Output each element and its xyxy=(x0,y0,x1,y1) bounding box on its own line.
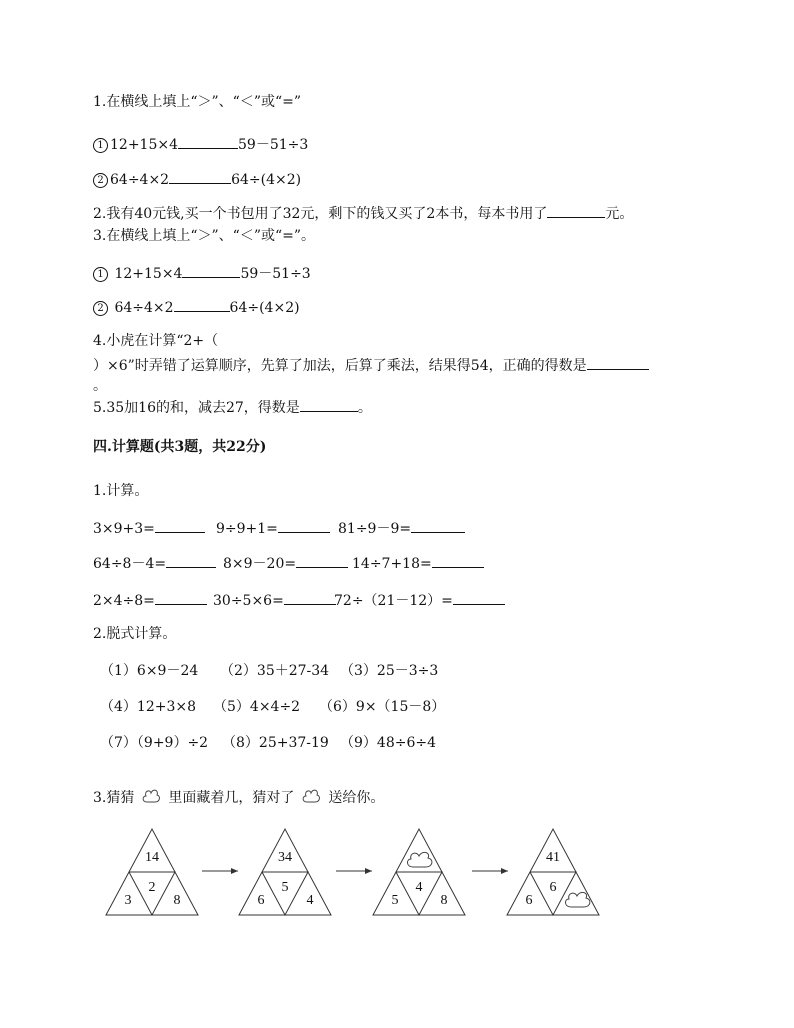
q5-end: 。 xyxy=(357,400,372,416)
puzzle-mid: 5 xyxy=(281,880,289,895)
answer-blank[interactable] xyxy=(174,297,230,312)
expr-left: 64÷4×2 xyxy=(114,300,174,316)
q4-line1: 4.小虎在计算“2+（ xyxy=(93,333,219,349)
puzzle-right: 8 xyxy=(440,893,448,908)
q3-title: 3.在横线上填上“＞”、“＜”或“=”。 xyxy=(93,228,316,244)
calc-item: （2）35＋27-34 xyxy=(220,663,330,679)
puzzle-left: 6 xyxy=(257,893,265,908)
section-heading: 四.计算题(共3题，共22分) xyxy=(93,439,267,455)
puzzle-left: 5 xyxy=(391,893,399,908)
answer-blank[interactable] xyxy=(178,134,238,149)
calc-item: 9÷9+1= xyxy=(216,518,330,538)
expr-right: 59－51÷3 xyxy=(238,137,309,153)
answer-blank[interactable] xyxy=(182,263,240,278)
circled-number: 2 xyxy=(93,301,108,316)
c3-title: 3.猜猜 里面藏着几，猜对了 送给你。 xyxy=(93,786,384,807)
expr-left: 64÷4×2 xyxy=(110,172,170,188)
puzzle-mid: 4 xyxy=(415,880,423,895)
q1-item1 xyxy=(93,134,308,154)
expr-right: 59－51÷3 xyxy=(240,266,311,282)
answer-blank[interactable] xyxy=(453,590,505,605)
puzzle-mid: 2 xyxy=(148,880,156,895)
q4-text: ）×6”时弄错了运算顺序，先算了加法，后算了乘法，结果得54，正确的得数是 xyxy=(93,358,587,374)
q5-text: 5.35加16的和，减去27，得数是 xyxy=(93,400,300,416)
expr-left: 12+15×4 xyxy=(110,137,178,153)
q4-line2 xyxy=(93,355,649,375)
circled-number: 1 xyxy=(93,267,108,282)
answer-blank[interactable] xyxy=(155,518,205,533)
puzzle-top: 14 xyxy=(145,850,159,865)
puzzle-triangle xyxy=(106,829,198,915)
q1-title: 1.在横线上填上“＞”、“＜”或“=” xyxy=(93,94,302,110)
answer-blank[interactable] xyxy=(166,553,216,568)
c1-title: 1.计算。 xyxy=(93,483,149,499)
c2-title: 2.脱式计算。 xyxy=(93,626,177,642)
calc-item: （1）6×9－24 xyxy=(100,663,199,679)
puzzle-triangle xyxy=(507,829,599,915)
answer-blank[interactable] xyxy=(300,397,358,412)
calc-item: （4）12+3×8 xyxy=(100,699,196,715)
calc-item: 64÷8－4= xyxy=(93,553,216,573)
circled-number: 2 xyxy=(93,173,108,188)
calc-item: 3×9+3= xyxy=(93,518,205,538)
puzzle-triangle xyxy=(373,829,465,915)
calc-item: 30÷5×6= xyxy=(213,590,336,610)
puzzle-top: 41 xyxy=(546,850,560,865)
puzzle-left: 3 xyxy=(124,893,132,908)
triangle-puzzles xyxy=(100,825,620,920)
calc-item: （3）25－3÷3 xyxy=(340,663,439,679)
answer-blank[interactable] xyxy=(296,553,348,568)
q2-text: 2.我有40元钱,买一个书包用了32元，剩下的钱又买了2本书，每本书用了 xyxy=(93,206,548,222)
q3-item2 xyxy=(93,297,300,317)
answer-blank[interactable] xyxy=(547,203,605,218)
expr-right: 64÷(4×2) xyxy=(231,172,302,188)
puzzle-mid: 6 xyxy=(549,880,557,895)
flower-icon xyxy=(300,786,322,806)
q2 xyxy=(93,203,633,223)
q1-item2 xyxy=(93,169,301,189)
calc-item: （5）4×4÷2 xyxy=(213,699,301,715)
flower-icon xyxy=(140,786,162,806)
answer-blank[interactable] xyxy=(411,518,465,533)
answer-blank[interactable] xyxy=(169,169,231,184)
calc-item: 14÷7+18= xyxy=(352,553,484,573)
puzzle-right: 4 xyxy=(306,893,314,908)
q3-item1 xyxy=(93,263,311,283)
calc-item: （8）25+37-19 xyxy=(222,735,329,751)
calc-item: 81÷9－9= xyxy=(338,518,465,538)
puzzle-right: 8 xyxy=(173,893,181,908)
puzzle-top: 34 xyxy=(278,850,292,865)
answer-blank[interactable] xyxy=(284,590,336,605)
q2-unit: 元。 xyxy=(605,206,634,222)
answer-blank[interactable] xyxy=(587,355,649,370)
answer-blank[interactable] xyxy=(155,590,207,605)
calc-item: 8×9－20= xyxy=(223,553,348,573)
flower-icon xyxy=(407,852,431,867)
q4-line3: 。 xyxy=(93,378,107,394)
puzzle-left: 6 xyxy=(525,893,533,908)
calc-item: （7）（9+9）÷2 xyxy=(100,735,209,751)
answer-blank[interactable] xyxy=(432,553,484,568)
calc-item: （6）9×（15－8） xyxy=(319,699,446,715)
calc-item: 72÷（21－12）= xyxy=(334,590,505,610)
circled-number: 1 xyxy=(93,138,108,153)
expr-right: 64÷(4×2) xyxy=(229,300,300,316)
calc-item: （9）48÷6÷4 xyxy=(340,735,436,751)
calc-item: 2×4÷8= xyxy=(93,590,207,610)
puzzle-triangle xyxy=(239,829,331,915)
expr-left: 12+15×4 xyxy=(114,266,183,282)
answer-blank[interactable] xyxy=(278,518,330,533)
flower-icon xyxy=(565,892,589,907)
q5 xyxy=(93,397,372,417)
